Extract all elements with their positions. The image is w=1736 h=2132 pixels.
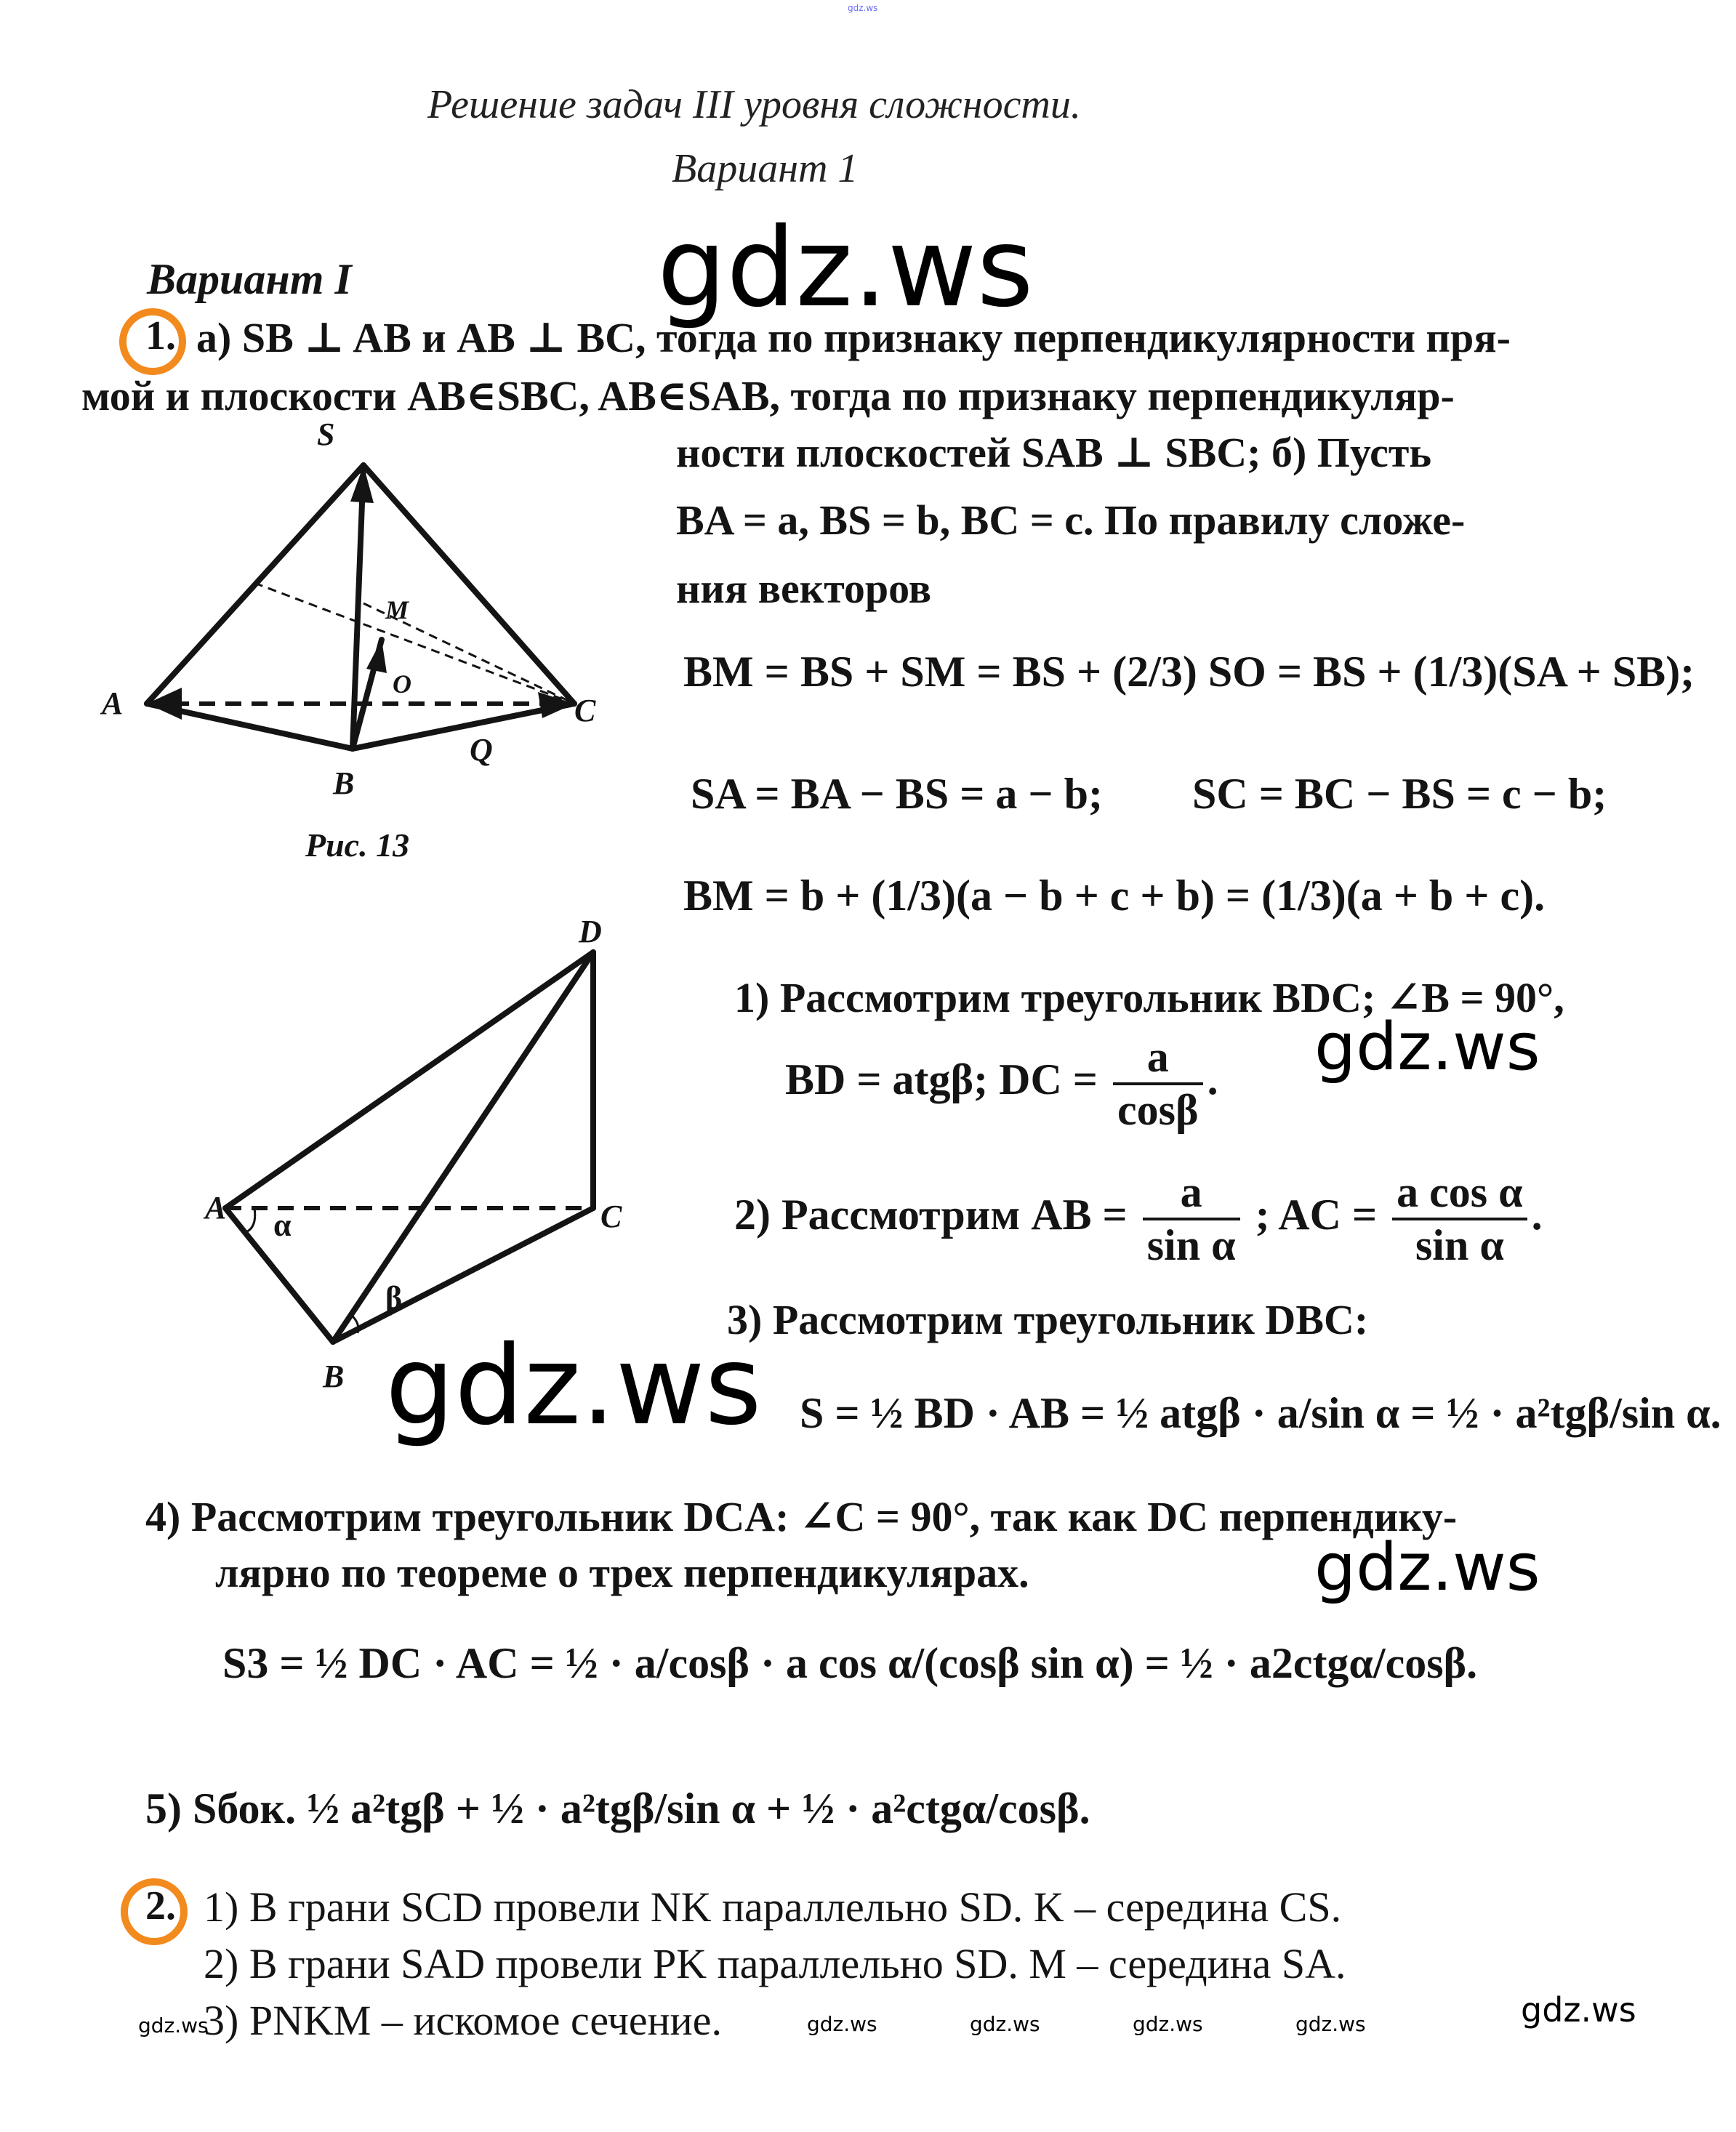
footer-watermark-4: gdz.ws bbox=[1133, 2012, 1203, 2036]
fig13-label-q: Q bbox=[470, 732, 493, 768]
footer-watermark-2: gdz.ws bbox=[807, 2012, 877, 2036]
step-1-eq-left: BD = atgβ; DC = bbox=[785, 1055, 1098, 1103]
fig2-label-d: D bbox=[579, 914, 602, 949]
problem-1-number: 1. bbox=[145, 313, 176, 358]
top-watermark: gdz.ws bbox=[848, 3, 878, 13]
step-1-num: a bbox=[1113, 1032, 1203, 1085]
equation-bm-result: BM = b + (1/3)(a − b + c + b) = (1/3)(a + b + c). bbox=[683, 872, 1546, 920]
fig13-label-o: O bbox=[393, 669, 411, 699]
figure-13-caption: Рис. 13 bbox=[305, 826, 410, 864]
step-2-fraction-2 bbox=[1392, 1167, 1527, 1271]
watermark-medium-2: gdz.ws bbox=[1314, 1529, 1540, 1606]
watermark-medium-1: gdz.ws bbox=[1314, 1009, 1540, 1085]
fig13-label-s: S bbox=[317, 417, 335, 452]
step-4-line-1: 4) Рассмотрим треугольник DCA: ∠C = 90°, так как DC перпендику- bbox=[145, 1493, 1458, 1540]
fig13-label-m: M bbox=[385, 595, 409, 624]
problem-2-number: 2. bbox=[145, 1883, 176, 1928]
footer-watermark-5: gdz.ws bbox=[1295, 2012, 1366, 2036]
step-2-mid: ; AC = bbox=[1255, 1190, 1378, 1239]
step-3-text: 3) Рассмотрим треугольник DBC: bbox=[727, 1296, 1369, 1343]
figure-13-pyramid bbox=[102, 422, 625, 800]
step-3-equation: S = ½ BD · AB = ½ atgβ · a/sin α = ½ · a²tgβ/sin α. bbox=[800, 1389, 1721, 1437]
problem-2-line-3: 3) PNKM – искомое сечение. bbox=[204, 1997, 722, 2044]
footer-watermark-1: gdz.ws bbox=[138, 2014, 209, 2038]
step-4-equation: S3 = ½ DC · AC = ½ · a/cosβ · a cos α/(cosβ sin α) = ½ · a2ctgα/cosβ. bbox=[222, 1639, 1478, 1687]
step-1-equation: BD = atgβ; DC = $\frac{a}{\cos\beta}$ . bbox=[785, 1033, 1218, 1134]
problem-1-line-4: BA = a, BS = b, BC = c. По правилу сложе- bbox=[676, 496, 1466, 544]
step-2-den-2: sin α bbox=[1415, 1221, 1504, 1269]
watermark-large: gdz.ws bbox=[657, 205, 1034, 331]
problem-1-line-3: ности плоскостей SAB ⊥ SBC; б) Пусть bbox=[676, 429, 1432, 476]
fig13-label-b: B bbox=[333, 765, 355, 801]
watermark-large-2: gdz.ws bbox=[385, 1323, 762, 1449]
step-2-text: 2) Рассмотрим AB = bbox=[734, 1190, 1128, 1239]
problem-2-line-1: 1) В грани SCD провели NK параллельно SD. K – середина CS. bbox=[204, 1883, 1342, 1931]
step-2-num-1: a bbox=[1143, 1167, 1240, 1220]
problem-1-line-2: мой и плоскости AB∈SBC, AB∈SAB, тогда по признаку перпендикуляр- bbox=[81, 372, 1455, 419]
fig2-label-a: A bbox=[205, 1190, 227, 1226]
corner-watermark: gdz.ws bbox=[1521, 1990, 1636, 2030]
fig2-label-c: C bbox=[600, 1199, 622, 1234]
fig13-label-c: C bbox=[574, 693, 596, 728]
page-subtitle: Вариант 1 bbox=[672, 146, 859, 191]
problem-1-line-5: ния векторов bbox=[676, 565, 932, 612]
equation-sa: SA = BA − BS = a − b; bbox=[691, 770, 1103, 818]
problem-2-line-2: 2) В грани SAD провели PK параллельно SD. M – середина SA. bbox=[204, 1940, 1346, 1987]
variant-heading: Вариант I bbox=[147, 255, 352, 303]
page-title: Решение задач III уровня сложности. bbox=[427, 82, 1081, 127]
step-1-den: cosβ bbox=[1117, 1086, 1199, 1134]
fig2-label-b: B bbox=[323, 1359, 345, 1394]
equation-bm: BM = BS + SM = BS + (2/3) SO = BS + (1/3)(SA + SB); bbox=[683, 648, 1695, 696]
step-2-den-1: sin α bbox=[1146, 1221, 1236, 1269]
footer-watermark-3: gdz.ws bbox=[970, 2012, 1040, 2036]
step-1-fraction bbox=[1113, 1032, 1203, 1135]
step-1-text: 1) Рассмотрим треугольник BDC; ∠B = 90°, bbox=[734, 974, 1564, 1021]
problem-1-line-1: а) SB ⊥ AB и AB ⊥ BC, тогда по признаку перпендикулярности пря- bbox=[196, 314, 1511, 361]
fig2-label-alpha: α bbox=[273, 1207, 292, 1243]
step-5-equation: 5) Sбок. ½ a²tgβ + ½ · a²tgβ/sin α + ½ · a²ctgα/cosβ. bbox=[145, 1785, 1090, 1833]
step-2-fraction-1 bbox=[1143, 1167, 1240, 1271]
step-2-num-2: a cos α bbox=[1392, 1167, 1527, 1220]
step-4-line-2: лярно по теореме о трех перпендикулярах. bbox=[215, 1549, 1029, 1596]
fig2-label-beta: β bbox=[385, 1280, 403, 1316]
equation-sc: SC = BC − BS = c − b; bbox=[1192, 770, 1607, 818]
fig13-label-a: A bbox=[102, 685, 124, 721]
figure-tetrahedron bbox=[196, 916, 647, 1381]
step-2-equation: 2) Рассмотрим AB = $\frac{a}{\text{sin α}}$ ; AC = $\frac{\text{a cos α}}{\text{sin α}}$ . bbox=[734, 1168, 1543, 1269]
